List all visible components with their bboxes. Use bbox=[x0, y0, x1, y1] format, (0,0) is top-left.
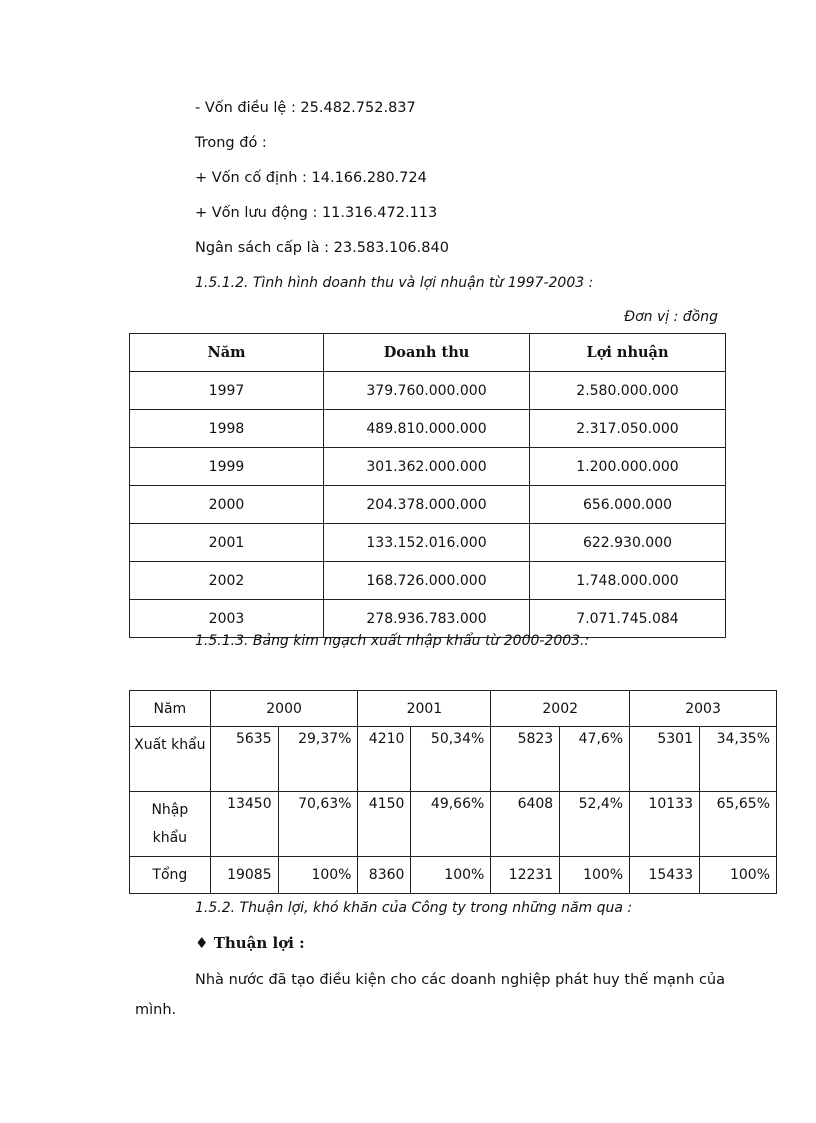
cell-revenue: 204.378.000.000 bbox=[324, 486, 530, 524]
of-which-label: Trong đó : bbox=[195, 135, 267, 151]
cell-year: 2001 bbox=[130, 524, 324, 562]
cell-value: 12231 bbox=[491, 857, 560, 894]
cell-revenue: 301.362.000.000 bbox=[324, 448, 530, 486]
cell-revenue: 379.760.000.000 bbox=[324, 372, 530, 410]
cell-year: 2000 bbox=[130, 486, 324, 524]
cell-value: 10133 bbox=[630, 792, 700, 857]
trade-year-2000: 2000 bbox=[210, 691, 358, 727]
row-label-total: Tổng bbox=[130, 857, 211, 894]
col-header-profit: Lợi nhuận bbox=[530, 334, 726, 372]
cell-revenue: 489.810.000.000 bbox=[324, 410, 530, 448]
cell-revenue: 133.152.016.000 bbox=[324, 524, 530, 562]
unit-label: Đơn vị : đồng bbox=[624, 309, 718, 325]
cell-profit: 7.071.745.084 bbox=[530, 600, 726, 638]
cell-year: 1997 bbox=[130, 372, 324, 410]
cell-value: 5635 bbox=[210, 727, 278, 792]
cell-value: 5823 bbox=[491, 727, 560, 792]
table-row bbox=[130, 486, 726, 524]
table-row bbox=[130, 792, 777, 857]
cell-value: 15433 bbox=[630, 857, 700, 894]
row-label-export: Xuất khẩu bbox=[130, 727, 211, 792]
cell-percent: 70,63% bbox=[278, 792, 358, 857]
cell-profit: 2.317.050.000 bbox=[530, 410, 726, 448]
cell-year: 2003 bbox=[130, 600, 324, 638]
cell-profit: 656.000.000 bbox=[530, 486, 726, 524]
table-row bbox=[130, 857, 777, 894]
cell-value: 5301 bbox=[630, 727, 700, 792]
cell-percent: 29,37% bbox=[278, 727, 358, 792]
cell-year: 1999 bbox=[130, 448, 324, 486]
cell-year: 1998 bbox=[130, 410, 324, 448]
fixed-capital: + Vốn cố định : 14.166.280.724 bbox=[195, 170, 427, 186]
table-row bbox=[130, 524, 726, 562]
table-row bbox=[130, 372, 726, 410]
diamond-bullet-icon: ♦ bbox=[195, 934, 209, 952]
cell-value: 8360 bbox=[358, 857, 411, 894]
cell-percent: 100% bbox=[700, 857, 777, 894]
section-heading-advantages: 1.5.2. Thuận lợi, khó khăn của Công ty trong những năm qua : bbox=[195, 900, 633, 916]
section-heading-trade: 1.5.1.3. Bảng kim ngạch xuất nhập khẩu từ 2000-2003.: bbox=[195, 633, 590, 649]
table-header-row bbox=[130, 334, 726, 372]
trade-header-label: Năm bbox=[130, 691, 211, 727]
cell-percent: 50,34% bbox=[411, 727, 491, 792]
cell-percent: 34,35% bbox=[700, 727, 777, 792]
cell-percent: 100% bbox=[560, 857, 630, 894]
advantages-heading bbox=[195, 934, 305, 952]
cell-value: 4210 bbox=[358, 727, 411, 792]
advantages-title: Thuận lợi : bbox=[213, 934, 305, 952]
advantages-text: Nhà nước đã tạo điều kiện cho các doanh nghiệp phát huy thế mạnh của mình. bbox=[135, 972, 725, 1018]
trade-year-2003: 2003 bbox=[630, 691, 777, 727]
revenue-profit-table bbox=[129, 333, 726, 638]
cell-revenue: 168.726.000.000 bbox=[324, 562, 530, 600]
trade-header-row bbox=[130, 691, 777, 727]
cell-value: 4150 bbox=[358, 792, 411, 857]
trade-table bbox=[129, 690, 777, 894]
budget-capital: Ngân sách cấp là : 23.583.106.840 bbox=[195, 240, 449, 256]
cell-revenue: 278.936.783.000 bbox=[324, 600, 530, 638]
col-header-year: Năm bbox=[130, 334, 324, 372]
table-row bbox=[130, 448, 726, 486]
cell-profit: 1.748.000.000 bbox=[530, 562, 726, 600]
cell-value: 19085 bbox=[210, 857, 278, 894]
cell-percent: 49,66% bbox=[411, 792, 491, 857]
working-capital: + Vốn lưu động : 11.316.472.113 bbox=[195, 205, 438, 221]
cell-value: 6408 bbox=[491, 792, 560, 857]
table-row bbox=[130, 600, 726, 638]
cell-percent: 100% bbox=[278, 857, 358, 894]
cell-year: 2002 bbox=[130, 562, 324, 600]
table-row bbox=[130, 562, 726, 600]
advantages-paragraph bbox=[135, 965, 725, 1025]
table-row bbox=[130, 410, 726, 448]
section-heading-revenue: 1.5.1.2. Tình hình doanh thu và lợi nhuận từ 1997-2003 : bbox=[195, 275, 594, 291]
cell-profit: 1.200.000.000 bbox=[530, 448, 726, 486]
cell-percent: 47,6% bbox=[560, 727, 630, 792]
cell-percent: 52,4% bbox=[560, 792, 630, 857]
row-label-import: Nhập khẩu bbox=[130, 792, 211, 857]
cell-profit: 622.930.000 bbox=[530, 524, 726, 562]
cell-percent: 65,65% bbox=[700, 792, 777, 857]
charter-capital: - Vốn điều lệ : 25.482.752.837 bbox=[195, 100, 416, 116]
cell-percent: 100% bbox=[411, 857, 491, 894]
trade-year-2002: 2002 bbox=[491, 691, 630, 727]
trade-year-2001: 2001 bbox=[358, 691, 491, 727]
col-header-revenue: Doanh thu bbox=[324, 334, 530, 372]
table-row bbox=[130, 727, 777, 792]
cell-value: 13450 bbox=[210, 792, 278, 857]
cell-profit: 2.580.000.000 bbox=[530, 372, 726, 410]
